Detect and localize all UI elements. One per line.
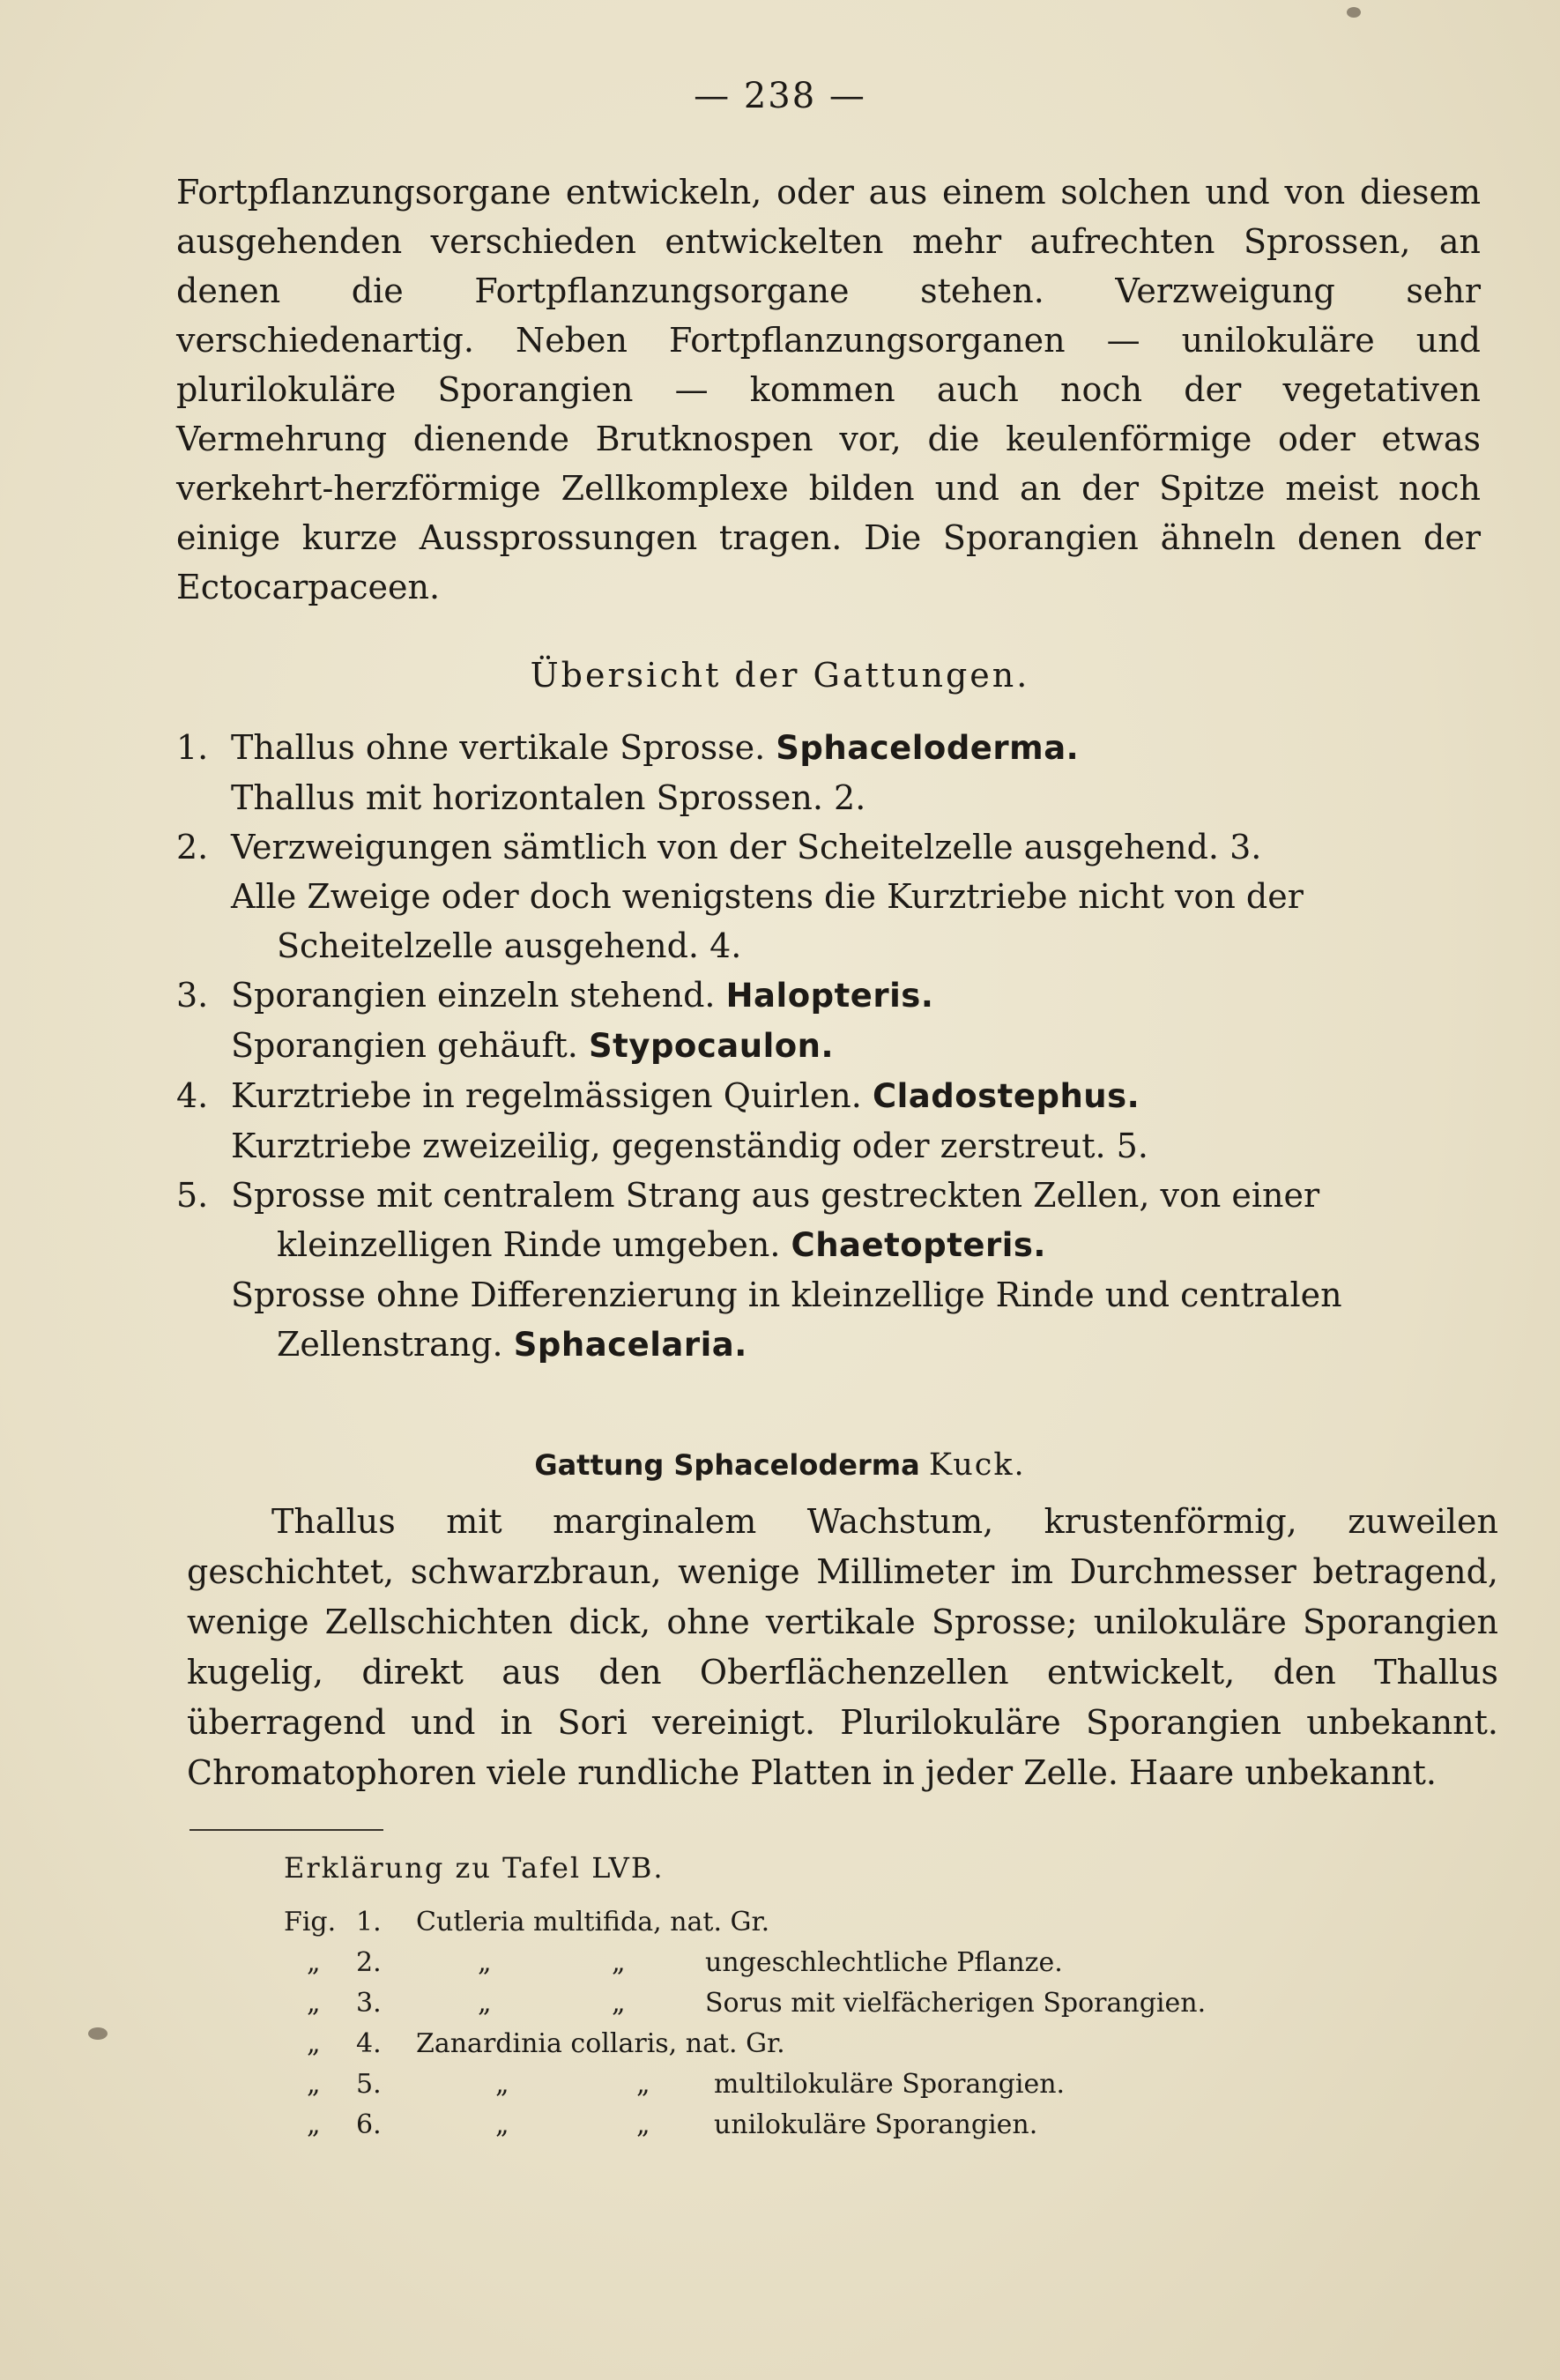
ditto-mark: „: [478, 1947, 492, 1978]
ditto-mark: „: [495, 2069, 509, 2100]
key-row-text: Thallus mit horizontalen Sprossen. 2.: [231, 778, 866, 817]
genus-heading: [0, 1447, 1560, 1483]
ink-blot: [88, 2027, 108, 2040]
ditto-mark: „: [478, 1988, 492, 2019]
ditto-mark: „: [636, 2069, 650, 2100]
key-row-text: Sprosse ohne Differenzierung in kleinzellige Rinde und centralen Zellenstrang.: [231, 1276, 1342, 1364]
figure-prefix: „: [307, 2109, 321, 2140]
key-row-text: Kurztriebe zweizeilig, gegenständig oder zerstreut. 5.: [231, 1127, 1148, 1165]
key-row-text: Sporangien einzeln stehend.: [231, 976, 716, 1015]
figure-row: [284, 2024, 1341, 2064]
ink-blot: [1347, 7, 1361, 18]
figure-number: 1.: [356, 1907, 382, 1937]
ditto-mark: „: [495, 2109, 509, 2140]
genus-description-text: Thallus mit marginalem Wachstum, krustenförmig, zuweilen geschichtet, schwarzbraun, wenige Millimeter im Durchmesser betragend, wenige Zellschichten dick, ohne vertikale Sprosse; unilokuläre Sporangien kugelig, direkt aus den Oberflächenzellen entwickelt, den Thallus überragend und in Sori vereinigt. Plurilokuläre Sporangien unbekannt. Chromatophoren viele rundliche Platten in jeder Zelle. Haare unbekannt.: [187, 1502, 1498, 1792]
key-row: [176, 1071, 1498, 1121]
figure-genus: Zanardinia collaris, nat. Gr.: [416, 2028, 785, 2059]
key-row: [176, 1270, 1498, 1370]
page-number: — 238 —: [694, 76, 866, 116]
key-row: [176, 1171, 1498, 1270]
figure-prefix: „: [307, 1947, 321, 1978]
key-row: [176, 971, 1498, 1021]
key-row-number: 5.: [176, 1176, 209, 1215]
plate-figure-list: [284, 1902, 1341, 2146]
figure-row: [284, 2064, 1341, 2105]
key-row-text: Verzweigungen sämtlich von der Scheitelzelle ausgehend. 3.: [231, 828, 1262, 866]
genus-heading-author: Kuck.: [928, 1447, 1026, 1483]
key-row-number: 3.: [176, 976, 209, 1015]
ditto-mark: „: [636, 2109, 650, 2140]
figure-prefix: „: [307, 2028, 321, 2059]
key-row-number: 4.: [176, 1076, 209, 1115]
key-row-genus: Chaetopteris.: [791, 1226, 1046, 1264]
key-row-number: 1.: [176, 728, 209, 767]
figure-number: 3.: [356, 1988, 382, 2019]
key-row-text: Kurztriebe in regelmässigen Quirlen.: [231, 1076, 862, 1115]
key-row-text: Sporangien gehäuft.: [231, 1026, 578, 1065]
key-row-number: 2.: [176, 828, 209, 866]
figure-number: 5.: [356, 2069, 382, 2100]
figure-row: [284, 1943, 1341, 1983]
genus-heading-name: Gattung Sphaceloderma: [534, 1448, 920, 1482]
key-row: [176, 773, 1498, 822]
key-row-genus: Cladostephus.: [872, 1077, 1140, 1115]
key-row-text: Thallus ohne vertikale Sprosse.: [231, 728, 766, 767]
figure-number: 6.: [356, 2109, 382, 2140]
key-row-genus: Halopteris.: [725, 977, 934, 1015]
figure-prefix: Fig.: [284, 1907, 337, 1937]
intro-paragraph: [176, 167, 1481, 612]
intro-text: Fortpflanzungsorgane entwickeln, oder aus einem solchen und von diesem ausgehenden verschieden entwickelten mehr aufrechten Sprossen, an denen die Fortpflanzungsorgane stehen. Verzweigung sehr verschiedenartig. Neben Fortpflanzungsorganen — unilokuläre und plurilokuläre Sporangien — kommen auch noch der vegetativen Vermehrung dienende Brutknospen vor, die keulenförmige oder etwas verkehrt-herzförmige Zellkomplexe bilden und an der Spitze meist noch einige kurze Aussprossungen tragen. Die Sporangien ähneln denen der Ectocarpaceen.: [176, 173, 1481, 606]
ditto-mark: „: [612, 1947, 626, 1978]
figure-prefix: „: [307, 1988, 321, 2019]
ditto-mark: „: [612, 1988, 626, 2019]
figure-description: Sorus mit vielfächerigen Sporangien.: [705, 1988, 1207, 2019]
key-row: [176, 872, 1498, 971]
figure-row: [284, 2105, 1341, 2146]
figure-prefix: „: [307, 2069, 321, 2100]
figure-number: 2.: [356, 1947, 382, 1978]
key-row: [176, 1121, 1498, 1171]
key-row-genus: Stypocaulon.: [588, 1027, 835, 1065]
genus-key: [176, 723, 1498, 1370]
key-row: [176, 723, 1498, 773]
plate-caption-title: Erklärung zu Tafel LVB.: [284, 1851, 665, 1885]
figure-number: 4.: [356, 2028, 382, 2059]
key-row-genus: Sphaceloderma.: [776, 729, 1080, 767]
key-row-text: Sprosse mit centralem Strang aus gestreckten Zellen, von einer kleinzelligen Rinde umgeben.: [231, 1176, 1320, 1264]
key-row-genus: Sphacelaria.: [513, 1326, 747, 1364]
key-row-text: Alle Zweige oder doch wenigstens die Kurztriebe nicht von der Scheitelzelle ausgehend. 4.: [231, 877, 1304, 965]
key-title: Übersicht der Gattungen.: [530, 656, 1030, 695]
figure-row: [284, 1983, 1341, 2024]
figure-description: unilokuläre Sporangien.: [714, 2109, 1038, 2140]
key-row: [176, 1021, 1498, 1071]
figure-row: [284, 1902, 1341, 1943]
footnote-divider: [189, 1829, 383, 1831]
figure-description: ungeschlechtliche Pflanze.: [705, 1947, 1063, 1978]
genus-description: [187, 1497, 1498, 1798]
figure-description: multilokuläre Sporangien.: [714, 2069, 1066, 2100]
key-row: [176, 822, 1498, 872]
figure-genus: Cutleria multifida, nat. Gr.: [416, 1907, 770, 1937]
